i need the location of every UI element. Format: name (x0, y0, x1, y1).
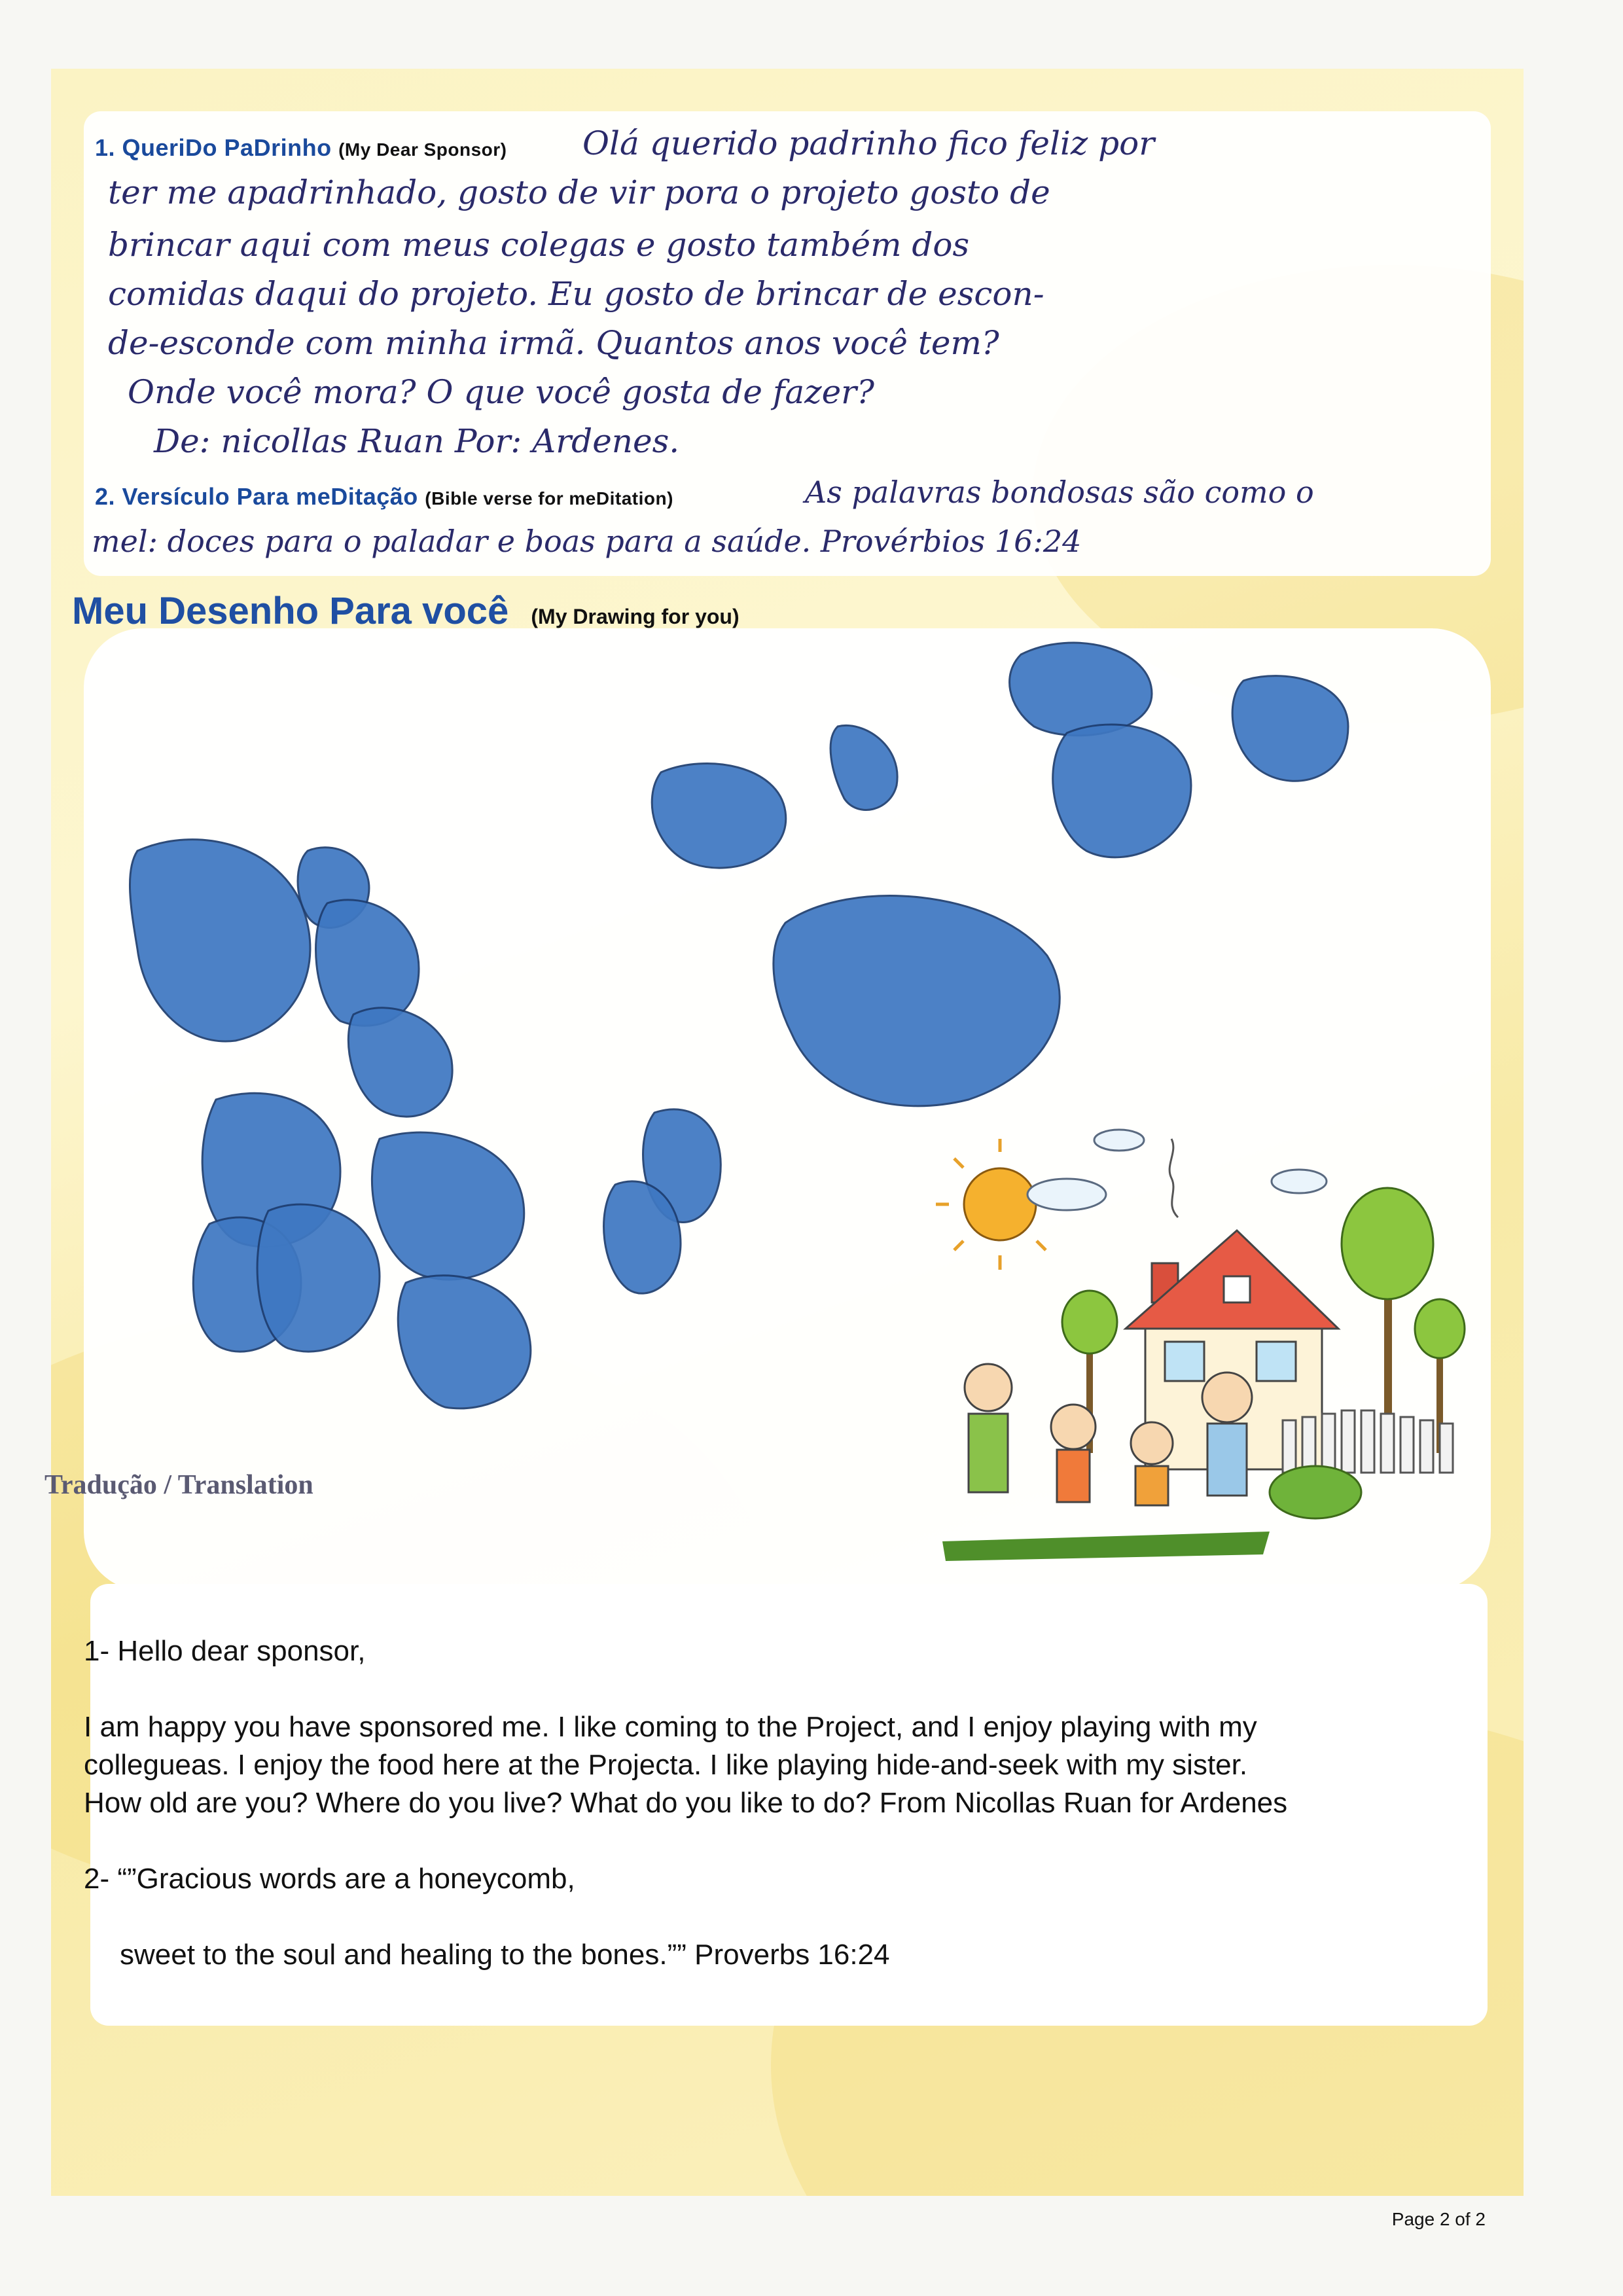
translation-line: How old are you? Where do you live? What do you like to do? From Nicollas Ruan for Ardenes (84, 1787, 1288, 1819)
family-icon (965, 1364, 1252, 1505)
house-window-icon (1224, 1276, 1250, 1302)
section-1-label: 1. QueriDo PaDrinho (95, 134, 332, 161)
translation-line: 2- “”Gracious words are a honeycomb, (84, 1863, 575, 1895)
handwriting-line: brincar aqui com meus colegas e gosto também dos (108, 226, 970, 264)
smoke-icon (1169, 1139, 1178, 1217)
family-house-illustration (936, 1130, 1465, 1561)
house-window-icon (1257, 1342, 1296, 1381)
handwriting-line: de-esconde com minha irmã. Quantos anos você tem? (108, 324, 999, 362)
handwriting-line: Onde você mora? O que você gosta de fazer? (128, 373, 874, 411)
sun-icon (964, 1168, 1036, 1240)
bush-icon (1270, 1466, 1361, 1518)
handwriting-signature: De: nicollas Ruan Por: Ardenes. (154, 422, 680, 460)
verse-handwriting-line: As palavras bondosas são como o (805, 475, 1314, 510)
handwriting-line: Olá querido padrinho fico feliz por (582, 124, 1155, 162)
section-1-subtitle: (My Dear Sponsor) (338, 139, 507, 160)
page-number: Page 2 of 2 (1391, 2209, 1486, 2229)
fence-icon (1283, 1410, 1453, 1473)
tree-icon (1062, 1291, 1117, 1354)
grass-icon (942, 1532, 1270, 1561)
translation-line: collegueas. I enjoy the food here at the Projecta. I like playing hide-and-seek with my sister. (84, 1749, 1248, 1781)
tree-icon (1415, 1299, 1465, 1358)
translation-line: I am happy you have sponsored me. I like coming to the Project, and I enjoy playing with my (84, 1711, 1257, 1743)
cloud-icon (1272, 1170, 1327, 1193)
section-2-subtitle: (Bible verse for meDitation) (425, 488, 673, 509)
handwriting-line: ter me apadrinhado, gosto de vir pora o projeto gosto de (108, 173, 1050, 211)
translation-line: 1- Hello dear sponsor, (84, 1635, 366, 1667)
cloud-icon (1027, 1179, 1106, 1210)
house-window-icon (1165, 1342, 1204, 1381)
translation-line: sweet to the soul and healing to the bones.”” Proverbs 16:24 (120, 1939, 890, 1971)
drawing-subtitle: (My Drawing for you) (531, 605, 740, 628)
tree-icon (1342, 1188, 1433, 1299)
section-2-label: 2. Versículo Para meDitação (95, 483, 418, 510)
drawing-title-text: Meu Desenho Para você (72, 590, 509, 632)
cloud-icon (1094, 1130, 1144, 1151)
verse-handwriting-line: mel: doces para o paladar e boas para a saúde. Provérbios 16:24 (92, 524, 1082, 559)
translation-label: Tradução / Translation (45, 1470, 313, 1500)
handwriting-line: comidas daqui do projeto. Eu gosto de brincar de escon- (108, 275, 1044, 313)
